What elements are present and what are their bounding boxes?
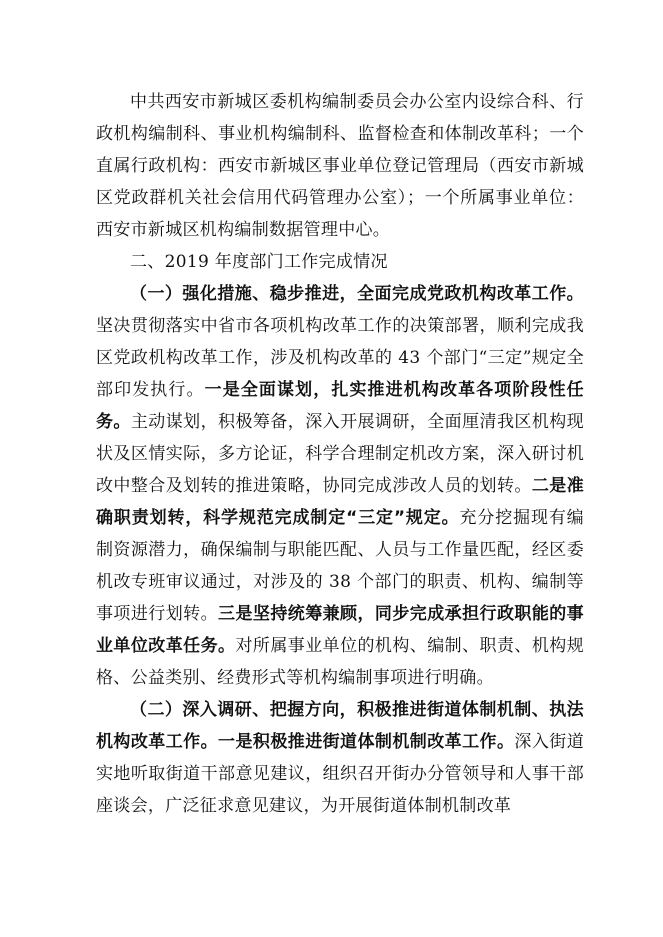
bold-subheading-1: （一）强化措施、稳步推进，全面完成党政机构改革工作。: [130, 284, 584, 304]
section-heading-2019-work: 二、2019 年度部门工作完成情况: [130, 252, 388, 272]
body-text-3: 充分挖掘现有编制资源潜力，确保编制与职能匹配、人员与工作量匹配，经区委机改专班审议通过，对涉及的 38 个部门的职责、机构、编制等事项进行划转。: [96, 508, 584, 624]
body-text-4: 对所属事业单位的机构、编制、职责、机构规格、公益类别、经费形式等机构编制事项进行明确。: [96, 636, 584, 688]
bold-point-2: 二是准确职责划转，科学规范完成制定“三定”规定。: [96, 476, 584, 528]
paragraph-street-reform: [96, 694, 584, 822]
document-page: [96, 86, 584, 822]
body-text-5: 深入街道实地听取街道干部意见建议，组织召开街办分管领导和人事干部座谈会，广泛征求意见建议，为开展街道体制机制改革: [96, 732, 584, 816]
bold-subheading-2: （二）深入调研、把握方向，积极推进街道体制机制、执法机构改革工作。: [96, 700, 584, 752]
bold-point-4: 一是积极推进街道体制机制改革工作。: [218, 732, 515, 752]
body-text-1: 坚决贯彻落实中省市各项机构改革工作的决策部署，顺利完成我区党政机构改革工作，涉及机构改革的 43 个部门“三定”规定全部印发执行。: [96, 316, 584, 400]
bold-point-3: 三是坚持统筹兼顾，同步完成承担行政职能的事业单位改革任务。: [96, 604, 584, 656]
paragraph-org-structure: 中共西安市新城区委机构编制委员会办公室内设综合科、行政机构编制科、事业机构编制科、监督检查和体制改革科；一个直属行政机构：西安市新城区事业单位登记管理局（西安市新城区党政群机关社会信用代码管理办公室）；一个所属事业单位：西安市新城区机构编制数据管理中心。: [96, 92, 584, 240]
bold-point-1: 一是全面谋划，扎实推进机构改革各项阶段性任务。: [96, 380, 584, 432]
paragraph-party-reform: [96, 278, 584, 694]
body-text-2: 主动谋划，积极筹备，深入开展调研，全面厘清我区机构现状及区情实际，多方论证，科学合理制定机改方案，深入研讨机改中整合及划转的推进策略，协同完成涉改人员的划转。: [96, 412, 584, 496]
